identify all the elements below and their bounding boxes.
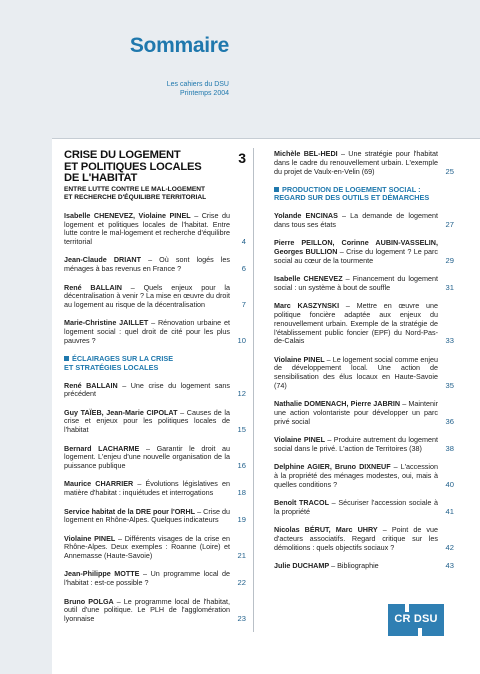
toc-entry-text bbox=[64, 409, 230, 435]
toc-entry-author: Delphine AGIER, Bruno DIXNEUF bbox=[274, 462, 391, 472]
toc-entry[interactable] bbox=[274, 562, 454, 571]
part-page-number: 3 bbox=[238, 150, 246, 166]
toc-entry[interactable] bbox=[64, 535, 246, 561]
toc-entry-text bbox=[274, 150, 438, 176]
part-title-line3: DE L'HABITAT bbox=[64, 172, 138, 185]
toc-entry-author: Marie-Christine JAILLET bbox=[64, 318, 149, 328]
toc-entry-title: – Évolutions législatives en matière d'habitat : inquiétudes et interrogations bbox=[64, 479, 230, 498]
toc-entry-author: Pierre PEILLON, Corinne AUBIN-VASSELIN, Georges BULLION bbox=[274, 238, 438, 256]
toc-entry-page: 6 bbox=[241, 264, 246, 274]
left-column bbox=[64, 150, 246, 633]
section-line1: PRODUCTION DE LOGEMENT SOCIAL : bbox=[282, 184, 421, 194]
toc-entry-page: 27 bbox=[445, 219, 454, 229]
toc-entry[interactable] bbox=[64, 319, 246, 345]
section-line1: ÉCLAIRAGES SUR LA CRISE bbox=[72, 354, 174, 364]
toc-entry-text bbox=[274, 562, 438, 571]
toc-entry-page: 42 bbox=[445, 542, 454, 552]
toc-entry[interactable] bbox=[274, 302, 454, 346]
toc-entry-title: – Une stratégie pour l'habitat dans le cadre du renouvellement urbain. L'exemple du projet de Vaulx-en-Velin (69) bbox=[274, 149, 438, 176]
toc-entry-title: – L'accession à la propriété des ménages modestes, oui, mais à quelles conditions ? bbox=[274, 462, 438, 489]
part-title bbox=[64, 150, 246, 185]
toc-entry[interactable] bbox=[274, 356, 454, 391]
header-band bbox=[0, 0, 480, 138]
logo-notch bbox=[405, 604, 409, 612]
toc-entry-title: – Point de vue d'acteurs associatifs. Regard critique sur les démolitions : quels objectifs sociaux ? bbox=[274, 525, 438, 552]
toc-entry-title: – La demande de logement dans tous ses états bbox=[274, 211, 438, 229]
toc-entry-text bbox=[64, 319, 230, 345]
toc-entry-author: Michèle BEL-HEDI bbox=[274, 149, 338, 158]
toc-entry-text bbox=[274, 302, 438, 346]
toc-entry-title: – Quels enjeux pour la décentralisation à venir ? La mise en œuvre du droit au logement au risque de la décentralisation bbox=[64, 282, 230, 310]
toc-entry-author: Jean-Philippe MOTTE bbox=[64, 569, 140, 579]
toc-entry[interactable] bbox=[274, 212, 454, 230]
toc-entry-text bbox=[274, 239, 438, 265]
toc-entry-text bbox=[64, 535, 230, 561]
toc-entry[interactable] bbox=[274, 150, 454, 176]
toc-entry-page: 7 bbox=[241, 300, 246, 310]
toc-entry-author: Violaine PINEL bbox=[274, 435, 325, 445]
toc-entry-text bbox=[64, 570, 230, 588]
toc-list-right-b bbox=[274, 212, 454, 571]
toc-entry-page: 35 bbox=[445, 381, 454, 391]
toc-entry-author: Nathalie DOMENACH, Pierre JABRIN bbox=[274, 399, 401, 409]
toc-entry-page: 29 bbox=[445, 255, 454, 265]
subtitle-line2: Printemps 2004 bbox=[179, 90, 229, 97]
toc-entry-author: Benoît TRACOL bbox=[274, 498, 329, 508]
section-line2: REGARD SUR DES OUTILS ET DÉMARCHES bbox=[274, 193, 430, 203]
toc-entry-page: 25 bbox=[445, 166, 454, 176]
toc-entry-page: 22 bbox=[237, 578, 246, 588]
toc-entry[interactable] bbox=[274, 400, 454, 426]
toc-entry-text bbox=[274, 436, 438, 454]
toc-entry-text bbox=[64, 212, 230, 247]
part-title-line2: ET POLITIQUES LOCALES bbox=[64, 160, 202, 173]
section-heading-eclairages[interactable] bbox=[64, 355, 246, 372]
toc-entry-title: – Causes de la crise et enjeux pour les politiques locales de l'habitat bbox=[64, 407, 230, 435]
toc-entry-page: 16 bbox=[237, 461, 246, 471]
toc-entry-author: Nicolas BÉRUT, Marc UHRY bbox=[274, 525, 378, 535]
column-divider bbox=[253, 148, 254, 632]
toc-entry-author: René BALLAIN bbox=[64, 380, 118, 390]
toc-entry-title: – Bibliographie bbox=[329, 561, 379, 571]
toc-entry-text bbox=[274, 526, 438, 552]
toc-entry[interactable] bbox=[274, 499, 454, 517]
left-band bbox=[0, 0, 52, 674]
toc-entry[interactable] bbox=[64, 256, 246, 274]
toc-entry-text bbox=[64, 256, 230, 274]
toc-entry-page: 41 bbox=[445, 507, 454, 516]
toc-entry-text bbox=[64, 382, 230, 400]
toc-entry[interactable] bbox=[64, 445, 246, 471]
toc-entry[interactable] bbox=[64, 570, 246, 588]
toc-entry-author: Jean-Claude DRIANT bbox=[64, 255, 141, 265]
toc-entry-title: – Où sont logés les ménages à bas revenus en France ? bbox=[64, 255, 230, 274]
toc-entry-page: 15 bbox=[237, 425, 246, 435]
toc-entry[interactable] bbox=[274, 239, 454, 265]
toc-entry-title: – Produire autrement du logement social dans le privé. L'action de Territoires (38) bbox=[274, 435, 438, 454]
toc-entry-author: Maurice CHARRIER bbox=[64, 479, 134, 489]
toc-entry-title: – Crise du logement en Rhône-Alpes. Quelques indicateurs bbox=[64, 506, 230, 525]
toc-entry-title: – Crise du logement ? Le parc social au cœur de la tourmente bbox=[274, 246, 438, 265]
toc-entry-text bbox=[274, 356, 438, 391]
toc-entry-text bbox=[274, 275, 438, 293]
toc-list-left-a bbox=[64, 212, 246, 346]
toc-entry-page: 23 bbox=[237, 614, 246, 624]
toc-entry-page: 36 bbox=[445, 416, 454, 426]
toc-entry-author: Service habitat de la DRE pour l'ORHL bbox=[64, 506, 196, 516]
toc-entry-author: Julie DUCHAMP bbox=[274, 561, 330, 571]
toc-entry-author: Violaine PINEL bbox=[64, 533, 116, 543]
section-heading-production[interactable] bbox=[274, 186, 454, 203]
toc-entry-text bbox=[274, 400, 438, 426]
toc-entry-title: – Le logement social comme enjeu de développement local. Une action de sensibilisation des élus locaux en Haute-Savoie (74) bbox=[274, 354, 438, 391]
toc-entry-page: 4 bbox=[241, 237, 246, 247]
toc-entry-title: – Un programme local de l'habitat : est-ce possible ? bbox=[64, 569, 230, 588]
section-square-icon bbox=[274, 187, 279, 192]
toc-entry-page: 12 bbox=[237, 389, 246, 399]
toc-entry[interactable] bbox=[64, 284, 246, 310]
part-subtitle-line2: ET RECHERCHE D'ÉQUILIBRE TERRITORIAL bbox=[64, 193, 207, 201]
toc-entry[interactable] bbox=[64, 212, 246, 247]
toc-entry-author: Guy TAÏEB, Jean-Marie CIPOLAT bbox=[64, 407, 178, 417]
right-column bbox=[274, 150, 454, 580]
toc-entry-text bbox=[64, 480, 230, 498]
toc-entry-author: Isabelle CHENEVEZ bbox=[274, 274, 343, 284]
toc-entry-title: – Financement du logement social : un système à bout de souffle bbox=[274, 274, 438, 292]
logo-notch bbox=[418, 628, 422, 636]
page-subtitle bbox=[0, 80, 229, 98]
toc-list-right-a bbox=[274, 150, 454, 176]
toc-entry-title: – Différents visages de la crise en Rhône-Alpes. Deux exemples : Roanne (Loire) et Annemasse (Haute-Savoie) bbox=[64, 533, 231, 561]
toc-entry-author: René BALLAIN bbox=[64, 282, 122, 292]
toc-entry-text bbox=[274, 499, 438, 517]
toc-entry-author: Isabelle CHENEVEZ, Violaine PINEL bbox=[64, 210, 191, 220]
toc-entry-text bbox=[64, 284, 230, 310]
toc-entry-author: Violaine PINEL bbox=[274, 354, 325, 364]
toc-entry[interactable] bbox=[274, 463, 454, 489]
part-subtitle-line1: ENTRE LUTTE CONTRE LE MAL-LOGEMENT bbox=[64, 185, 206, 193]
toc-entry-title: – Mettre en œuvre une politique foncière adaptée aux enjeux du renouvellement urbain. Exemple de la stratégie de l'établissement public foncier (EPF) du Nord-Pas-de-Calais bbox=[274, 301, 438, 346]
part-subtitle bbox=[64, 186, 246, 202]
toc-entry-page: 43 bbox=[445, 561, 454, 571]
toc-entry-page: 19 bbox=[237, 515, 246, 525]
toc-entry-page: 21 bbox=[237, 551, 246, 561]
toc-entry[interactable] bbox=[274, 436, 454, 454]
toc-entry-title: – Garantir le droit au logement. L'enjeu d'une nouvelle organisation de la puissance publique bbox=[64, 443, 230, 471]
section-square-icon bbox=[64, 356, 69, 361]
toc-entry-title: – Le programme local de l'habitat, outil d'une politique. Le PLH de l'agglomération lyonnaise bbox=[64, 596, 230, 624]
toc-entry-text bbox=[64, 445, 230, 471]
toc-entry-author: Yolande ENCINAS bbox=[274, 211, 338, 221]
toc-entry-author: Marc KASZYNSKI bbox=[274, 301, 340, 311]
toc-entry-page: 18 bbox=[237, 488, 246, 498]
part-heading[interactable] bbox=[64, 150, 246, 202]
toc-entry-page: 38 bbox=[445, 444, 454, 454]
toc-list-left-b bbox=[64, 382, 246, 624]
toc-entry-page: 33 bbox=[445, 336, 454, 346]
toc-entry[interactable] bbox=[274, 275, 454, 293]
toc-entry-title: – Maintenir une action volontariste pour développer un parc privé social bbox=[274, 399, 438, 426]
toc-entry[interactable] bbox=[64, 480, 246, 498]
toc-entry-title: – Crise du logement et politiques locales de l'habitat. Entre lutte contre le mal-logement et recherche d'équilibre territorial bbox=[64, 210, 230, 247]
toc-entry-text bbox=[274, 212, 438, 230]
section-line2: ET STRATÉGIES LOCALES bbox=[64, 362, 159, 372]
header-divider bbox=[52, 138, 480, 139]
toc-entry-page: 31 bbox=[445, 282, 454, 292]
crdsu-logo bbox=[388, 604, 444, 636]
toc-entry[interactable] bbox=[64, 508, 246, 526]
toc-entry-author: Bernard LACHARME bbox=[64, 443, 140, 453]
toc-entry-title: – Sécuriser l'accession sociale à la propriété bbox=[274, 498, 438, 516]
subtitle-line1: Les cahiers du DSU bbox=[166, 81, 229, 88]
toc-entry-text bbox=[274, 463, 438, 489]
toc-entry-title: – Rénovation urbaine et logement social : quel droit de cité pour les plus pauvres ? bbox=[64, 318, 230, 346]
toc-entry-author: Bruno POLGA bbox=[64, 596, 114, 606]
toc-entry-page: 40 bbox=[445, 479, 454, 489]
toc-entry-text bbox=[64, 508, 230, 526]
part-title-line1: CRISE DU LOGEMENT bbox=[64, 149, 181, 161]
toc-entry[interactable] bbox=[64, 382, 246, 400]
toc-entry[interactable] bbox=[64, 598, 246, 624]
page-title: Sommaire bbox=[129, 34, 229, 57]
toc-entry-title: – Une crise du logement sans précédent bbox=[64, 380, 230, 399]
toc-entry[interactable] bbox=[274, 526, 454, 552]
toc-entry-page: 10 bbox=[237, 336, 246, 346]
toc-entry-text bbox=[64, 598, 230, 624]
toc-entry[interactable] bbox=[64, 409, 246, 435]
logo-text: CR DSU bbox=[394, 613, 438, 625]
